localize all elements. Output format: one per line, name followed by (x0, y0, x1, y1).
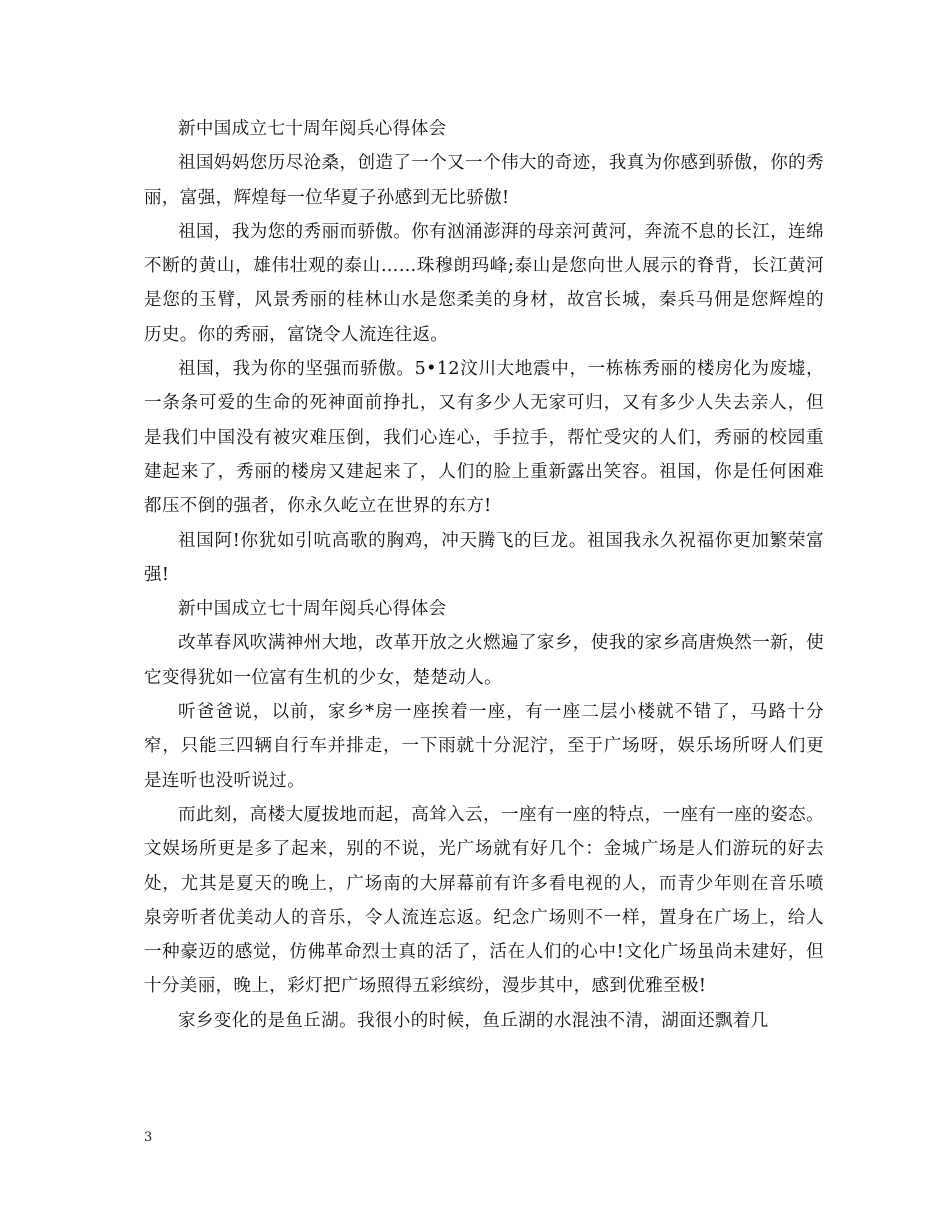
paragraph: 改革春风吹满神州大地，改革开放之火燃遍了家乡，使我的家乡高唐焕然一新，使它变得犹如一位富有生机的少女，楚楚动人。 (144, 633, 824, 688)
paragraph: 家乡变化的是鱼丘湖。我很小的时候，鱼丘湖的水混浊不清，湖面还飘着几 (178, 1010, 769, 1031)
paragraph: 祖国，我为您的秀丽而骄傲。你有汹涌澎湃的母亲河黄河，奔流不息的长江，连绵不断的黄山，雄伟壮观的泰山……珠穆朗玛峰;泰山是您向世人展示的脊背，长江黄河是您的玉臂，风景秀丽的桂林山水是您柔美的身材，故宫长城，秦兵马佣是您辉煌的历史。你的秀丽，富饶令人流连往返。 (144, 221, 824, 345)
paragraph: 祖国阿!你犹如引吭高歌的胸鸡，冲天腾飞的巨龙。祖国我永久祝福你更加繁荣富强! (144, 530, 824, 585)
paragraph: 祖国妈妈您历尽沧桑，创造了一个又一个伟大的奇迹，我真为你感到骄傲，你的秀丽，富强，辉煌每一位华夏子孙感到无比骄傲! (144, 153, 824, 208)
page-number: 3 (144, 1130, 153, 1145)
paragraph: 听爸爸说，以前，家乡*房一座挨着一座，有一座二层小楼就不错了，马路十分窄，只能三四辆自行车并排走，一下雨就十分泥泞，至于广场呀，娱乐场所呀人们更是连听也没听说过。 (144, 702, 824, 791)
essay-title: 新中国成立七十周年阅兵心得体会 (178, 119, 447, 139)
paragraph: 而此刻，高楼大厦拔地而起，高耸入云，一座有一座的特点，一座有一座的姿态。文娱场所更是多了起来，别的不说，光广场就有好几个：金城广场是人们游玩的好去处，尤其是夏天的晚上，广场南的大屏幕前有许多看电视的人，而青少年则在音乐喷泉旁听者优美动人的音乐，令人流连忘返。纪念广场则不一样，置身在广场上，给人一种豪迈的感觉，仿佛革命烈士真的活了，活在人们的心中!文化广场虽尚未建好，但十分美丽，晚上，彩灯把广场照得五彩缤纷，漫步其中，感到优雅至极! (144, 804, 824, 997)
paragraph: 祖国，我为你的坚强而骄傲。5•12汶川大地震中，一栋栋秀丽的楼房化为废墟，一条条可爱的生命的死神面前挣扎，又有多少人无家可归，又有多少人失去亲人，但是我们中国没有被灾难压倒，我们心连心，手拉手，帮忙受灾的人们，秀丽的校园重建起来了，秀丽的楼房又建起来了，人们的脸上重新露出笑容。祖国，你是任何困难都压不倒的强者，你永久屹立在世界的东方! (144, 359, 824, 517)
essay-title: 新中国成立七十周年阅兵心得体会 (178, 599, 447, 620)
document-body (144, 112, 824, 1038)
